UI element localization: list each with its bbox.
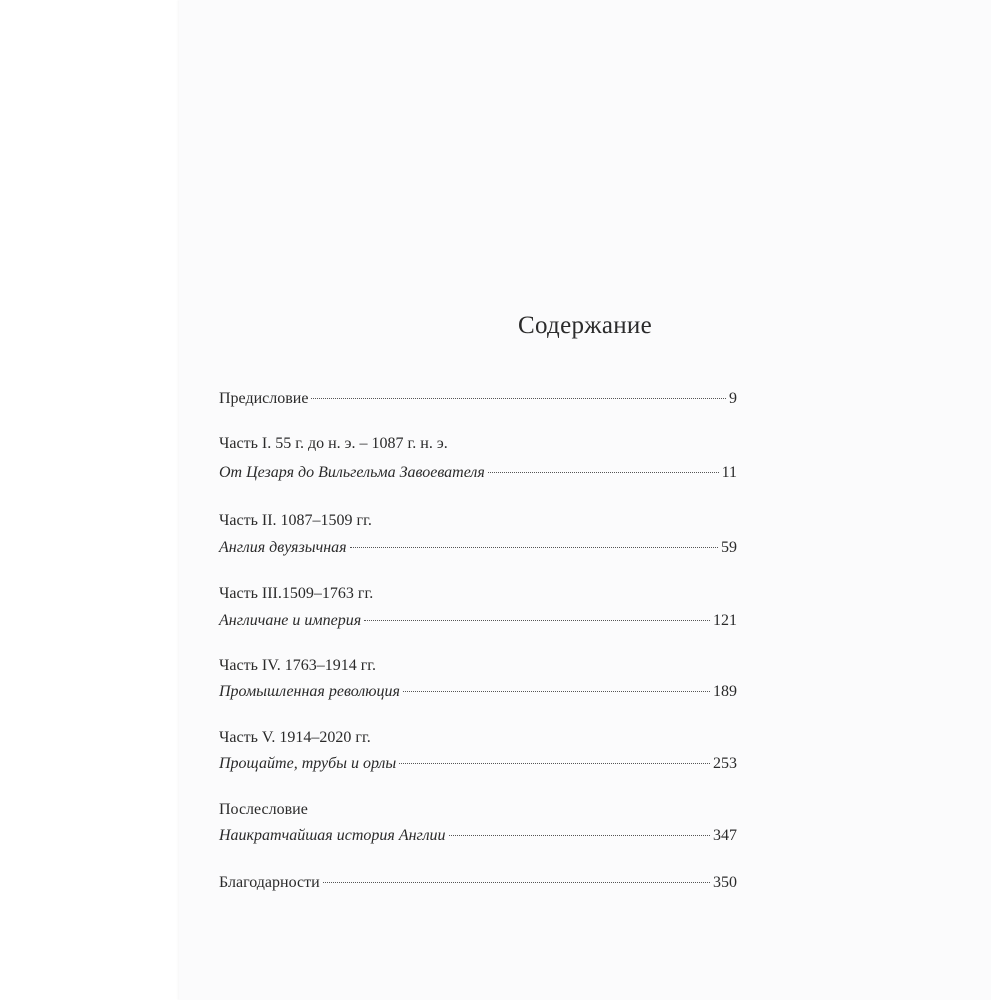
toc-page-number: 9 (729, 390, 737, 407)
toc-entry-label: Промышленная революция (219, 683, 400, 700)
toc-page-number: 11 (721, 464, 737, 481)
page-title: Содержание (518, 312, 652, 339)
toc-entry-label: Прощайте, трубы и орлы (219, 755, 397, 772)
toc-entry-label: Наикратчайшая история Англии (219, 827, 446, 844)
toc-entry-part-5[interactable] (219, 753, 737, 775)
toc-entry-preface[interactable] (219, 388, 737, 410)
toc-part-heading: Послесловие (219, 801, 308, 818)
toc-entry-label: Благодарности (219, 874, 320, 891)
dot-leader (311, 398, 726, 399)
toc-entry-afterword[interactable] (219, 825, 737, 847)
dot-leader (399, 763, 710, 764)
toc-entry-part-2[interactable] (219, 537, 737, 559)
toc-page-number: 121 (713, 612, 737, 629)
toc-page-number: 59 (721, 539, 737, 556)
dot-leader (364, 620, 710, 621)
toc-page-number: 189 (713, 683, 737, 700)
toc-entry-part-1[interactable] (219, 462, 737, 484)
toc-entry-label: Англичане и империя (219, 612, 362, 629)
toc-part-heading: Часть I. 55 г. до н. э. – 1087 г. н. э. (219, 435, 448, 452)
toc-page-number: 350 (713, 874, 737, 891)
dot-leader (449, 835, 710, 836)
dot-leader (350, 547, 718, 548)
page-edge (991, 0, 1000, 1000)
toc-part-heading: Часть V. 1914–2020 гг. (219, 729, 371, 746)
dot-leader (488, 472, 719, 473)
toc-entry-part-3[interactable] (219, 610, 737, 632)
toc-page-number: 347 (713, 827, 737, 844)
book-page (179, 0, 991, 1000)
dot-leader (403, 691, 710, 692)
toc-page-number: 253 (713, 755, 737, 772)
toc-part-heading: Часть IV. 1763–1914 гг. (219, 657, 377, 674)
toc-entry-label: Предисловие (219, 390, 309, 407)
toc-entry-acknowledgements[interactable] (219, 872, 737, 894)
toc-entry-part-4[interactable] (219, 681, 737, 703)
dot-leader (323, 882, 710, 883)
toc-entry-label: От Цезаря до Вильгельма Завоевателя (219, 464, 485, 481)
toc-part-heading: Часть III.1509–1763 гг. (219, 585, 374, 602)
toc-part-heading: Часть II. 1087–1509 гг. (219, 512, 372, 529)
toc-entry-label: Англия двуязычная (219, 539, 347, 556)
